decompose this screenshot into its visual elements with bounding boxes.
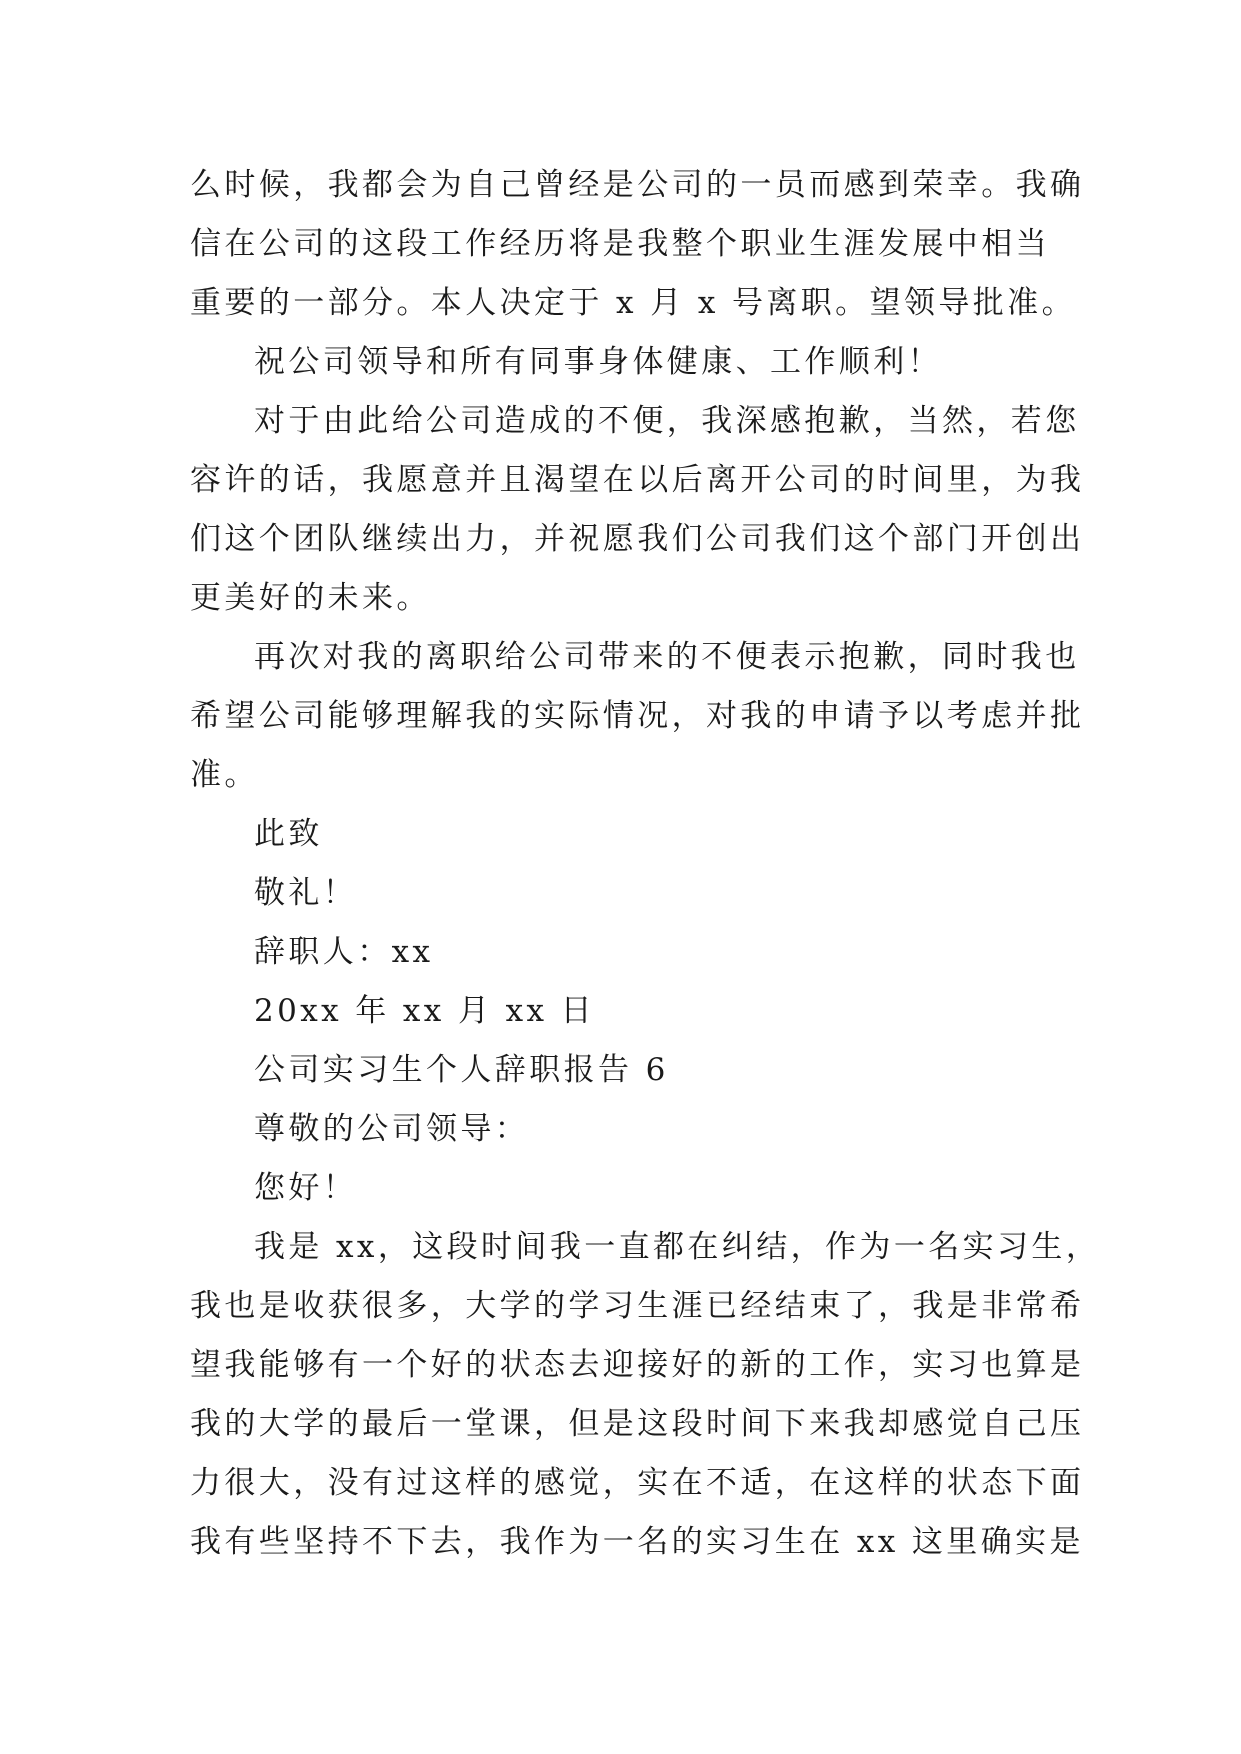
document-body [190, 156, 1101, 1572]
text-line: 更美好的未来。 [190, 580, 431, 616]
text-line: 祝公司领导和所有同事身体健康、工作顺利！ [254, 344, 942, 380]
text-line: 准。 [190, 757, 259, 793]
text-line: 我的大学的最后一堂课，但是这段时间下来我却感觉自己压 [190, 1406, 1085, 1442]
closing-line: 此致 [254, 816, 323, 852]
text-line: 我有些坚持不下去，我作为一名的实习生在 xx 这里确实是 [190, 1524, 1084, 1560]
closing-line: 敬礼！ [254, 875, 358, 911]
text-line: 容许的话，我愿意并且渴望在以后离开公司的时间里，为我 [190, 462, 1085, 498]
signature-line: 辞职人：xx [254, 934, 434, 970]
text-line: 再次对我的离职给公司带来的不便表示抱歉，同时我也 [254, 639, 1080, 675]
text-line: 我是 xx，这段时间我一直都在纠结，作为一名实习生， [254, 1229, 1101, 1265]
text-line: 希望公司能够理解我的实际情况，对我的申请予以考虑并批 [190, 698, 1085, 734]
text-line: 们这个团队继续出力，并祝愿我们公司我们这个部门开创出 [190, 521, 1085, 557]
section-heading: 公司实习生个人辞职报告 6 [254, 1052, 669, 1088]
text-line: 对于由此给公司造成的不便，我深感抱歉，当然，若您 [254, 403, 1080, 439]
text-line: 么时候，我都会为自己曾经是公司的一员而感到荣幸。我确 [190, 167, 1085, 203]
salutation-line: 尊敬的公司领导： [254, 1111, 530, 1147]
greeting-line: 您好！ [254, 1170, 358, 1206]
text-line: 望我能够有一个好的状态去迎接好的新的工作，实习也算是 [190, 1347, 1085, 1383]
text-line: 我也是收获很多，大学的学习生涯已经结束了，我是非常希 [190, 1288, 1085, 1324]
date-line: 20xx 年 xx 月 xx 日 [254, 993, 596, 1029]
text-line: 重要的一部分。本人决定于 x 月 x 号离职。望领导批准。 [190, 285, 1076, 321]
text-line: 力很大，没有过这样的感觉，实在不适，在这样的状态下面 [190, 1465, 1085, 1501]
text-line: 信在公司的这段工作经历将是我整个职业生涯发展中相当 [190, 226, 1050, 262]
